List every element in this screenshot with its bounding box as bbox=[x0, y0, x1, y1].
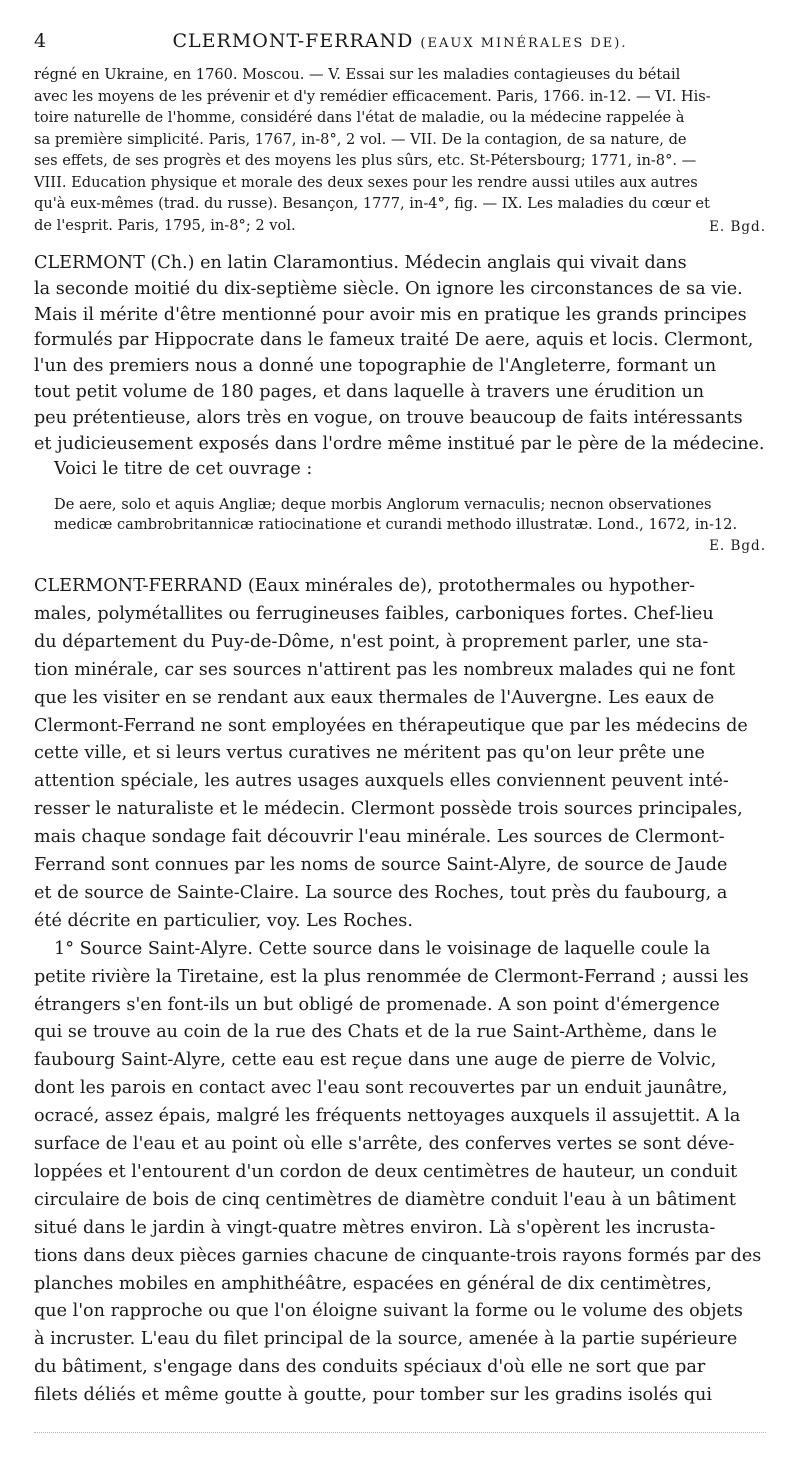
text-line: mais chaque sondage fait découvrir l'eau minérale. Les sources de Clermont- bbox=[34, 827, 725, 848]
quote-line: medicæ cambrobritannicæ ratiocinatione et curandi methodo illustratæ. Lond., 1672, in-12. bbox=[54, 516, 738, 533]
previous-entry-bibliography bbox=[34, 66, 766, 236]
header-title-sub: (EAUX MINÉRALES DE). bbox=[420, 36, 628, 51]
entry-heading-line: CLERMONT (Ch.) en latin Claramontius. Médecin anglais qui vivait dans bbox=[34, 253, 687, 273]
text-line: males, polymétallites ou ferrugineuses faibles, carboniques fortes. Chef-lieu bbox=[34, 603, 714, 624]
text-line: loppées et l'entourent d'un cordon de deux centimètres de hauteur, un conduit bbox=[34, 1161, 738, 1182]
text-line: 1° Source Saint-Alyre. Cette source dans le voisinage de laquelle coule la bbox=[54, 938, 711, 959]
text-line: tions dans deux pièces garnies chacune de cinquante-trois rayons formés par des bbox=[34, 1245, 762, 1266]
text-line: et judicieusement exposés dans l'ordre même institué par le père de la médecine. bbox=[34, 433, 765, 454]
text-line: Clermont-Ferrand ne sont employées en thérapeutique que par les médecins de bbox=[34, 715, 748, 736]
last-line: de l'esprit. Paris, 1795, in-8°; 2 vol. bbox=[34, 216, 296, 234]
text-line: la seconde moitié du dix-septième siècle. On ignore les circonstances de sa vie. bbox=[34, 278, 743, 299]
text-line: ocracé, assez épais, malgré les fréquents nettoyages auxquels il assujettit. A la bbox=[34, 1106, 741, 1127]
text-line: situé dans le jardin à vingt-quatre mètres environ. Là s'opèrent les incrusta- bbox=[34, 1217, 716, 1238]
text-line: cette ville, et si leurs vertus curatives ne méritent pas qu'on leur prête une bbox=[34, 743, 705, 764]
text-line: et de source de Sainte-Claire. La source des Roches, tout près du faubourg, a bbox=[34, 882, 728, 903]
text-line: ses effets, de ses progrès et des moyens les plus sûrs, etc. St-Pétersbourg; 1771, in-8°. — bbox=[34, 152, 697, 169]
text-line: petite rivière la Tiretaine, est la plus renommée de Clermont-Ferrand ; aussi les bbox=[34, 966, 749, 987]
clermont-bibliography bbox=[34, 496, 766, 556]
page-header-title bbox=[34, 30, 766, 52]
text-line: filets déliés et même goutte à goutte, pour tomber sur les gradins isolés qui bbox=[34, 1385, 712, 1406]
text-line: faubourg Saint-Alyre, cette eau est reçue dans une auge de pierre de Volvic, bbox=[34, 1050, 717, 1071]
text-line: circulaire de bois de cinq centimètres de diamètre conduit l'eau à un bâtiment bbox=[34, 1189, 736, 1210]
text-line: tout petit volume de 180 pages, et dans laquelle à travers une érudition un bbox=[34, 382, 705, 402]
text-line: planches mobiles en amphithéâtre, espacées en général de dix centimètres, bbox=[34, 1273, 712, 1294]
text-line: Ferrand sont connues par les noms de source Saint-Alyre, de source de Jaude bbox=[34, 855, 728, 875]
text-line: qui se trouve au coin de la rue des Chats et de la rue Saint-Arthème, dans le bbox=[34, 1022, 717, 1043]
text-line: dont les parois en contact avec l'eau sont recouvertes par un enduit jaunâtre, bbox=[34, 1078, 728, 1099]
signature: E. Bgd. bbox=[709, 538, 766, 554]
text-line: attention spéciale, les autres usages auxquels elles conviennent peuvent inté- bbox=[34, 771, 729, 792]
text-line: du département du Puy-de-Dôme, n'est point, à proprement parler, une sta- bbox=[34, 631, 709, 652]
text-line: toire naturelle de l'homme, considéré dans l'état de maladie, ou la médecine rappelée à bbox=[34, 109, 685, 126]
text-line: Mais il mérite d'être mentionné pour avoir mis en pratique les grands principes bbox=[34, 304, 747, 325]
text-line: surface de l'eau et au point où elle s'arrête, des conferves vertes se sont déve- bbox=[34, 1134, 735, 1154]
text-line: du bâtiment, s'engage dans des conduits spéciaux d'où elle ne sort que par bbox=[34, 1357, 706, 1378]
page-number: 4 bbox=[34, 30, 47, 52]
text-line: VIII. Education physique et morale des deux sexes pour les rendre aussi utiles aux autres bbox=[34, 173, 698, 191]
signature: E. Bgd. bbox=[709, 218, 766, 235]
text-line: formulés par Hippocrate dans le fameux traité De aere, aquis et locis. Clermont, bbox=[34, 330, 754, 351]
text-line: sa première simplicité. Paris, 1767, in-8°, 2 vol. — VII. De la contagion, de sa nature, de bbox=[34, 130, 687, 148]
entry-heading-line: CLERMONT-FERRAND (Eaux minérales de), protothermales ou hypother- bbox=[34, 576, 695, 596]
text-line: resser le naturaliste et le médecin. Clermont possède trois sources principales, bbox=[34, 799, 743, 820]
text-line: peu prétentieuse, alors très en vogue, on trouve beaucoup de faits intéressants bbox=[34, 407, 743, 428]
text-line: que les visiter en se rendant aux eaux thermales de l'Auvergne. Les eaux de bbox=[34, 687, 715, 708]
entry-clermont-ferrand bbox=[34, 576, 766, 1416]
bottom-divider bbox=[34, 1432, 766, 1433]
running-head bbox=[34, 30, 766, 56]
text-line: régné en Ukraine, en 1760. Moscou. — V. Essai sur les maladies contagieuses du bétail bbox=[34, 66, 681, 83]
text-line: avec les moyens de les prévenir et d'y remédier efficacement. Paris, 1766. in-12. — VI. His- bbox=[34, 87, 711, 105]
quote-line: De aere, solo et aquis Angliæ; deque morbis Anglorum vernaculis; necnon observationes bbox=[54, 496, 712, 513]
entry-clermont bbox=[34, 253, 766, 485]
text-line: qu'à eux-mêmes (trad. du russe). Besançon, 1777, in-4°, fig. — IX. Les maladies du cœur et bbox=[34, 195, 710, 212]
text-line: été décrite en particulier, voy. Les Roches. bbox=[34, 910, 413, 931]
header-title-main: CLERMONT-FERRAND bbox=[172, 30, 414, 52]
text-line: à incruster. L'eau du filet principal de la source, amenée à la partie supérieure bbox=[34, 1329, 738, 1350]
text-line: tion minérale, car ses sources n'attirent pas les nombreux malades qui ne font bbox=[34, 659, 736, 680]
text-line: Voici le titre de cet ouvrage : bbox=[54, 459, 313, 480]
text-line: que l'on rapproche ou que l'on éloigne suivant la forme ou le volume des objets bbox=[34, 1301, 743, 1322]
text-line: étrangers s'en font-ils un but obligé de promenade. A son point d'émergence bbox=[34, 994, 720, 1015]
text-line: l'un des premiers nous a donné une topographie de l'Angleterre, formant un bbox=[34, 356, 717, 377]
